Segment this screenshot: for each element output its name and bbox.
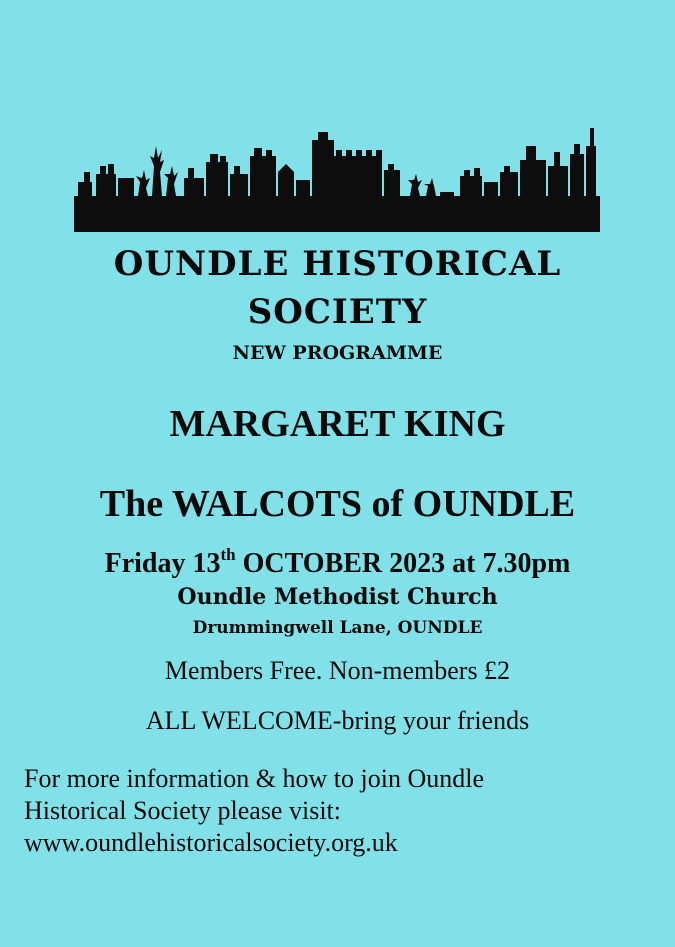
speaker-name: MARGARET KING <box>169 403 506 445</box>
society-name-line1: OUNDLE HISTORICAL <box>113 244 562 284</box>
info-line-2: Historical Society please visit: <box>24 796 341 825</box>
welcome-note: ALL WELCOME-bring your friends <box>145 706 530 735</box>
venue-address: Drummingwell Lane, OUNDLE <box>192 618 483 638</box>
event-date <box>0 545 675 580</box>
town-skyline-silhouette-icon <box>74 126 600 232</box>
admission-price: Members Free. Non-members £2 <box>164 656 511 685</box>
info-line-1: For more information & how to join Oundle <box>24 764 485 793</box>
programme-subtitle: NEW PROGRAMME <box>232 342 443 364</box>
talk-title: The WALCOTS of OUNDLE <box>99 483 576 525</box>
date-day: Friday 13 <box>104 548 221 579</box>
venue: Oundle Methodist Church <box>177 584 498 610</box>
society-name-line2: SOCIETY <box>247 292 428 332</box>
website-url: www.oundlehistoricalsociety.org.uk <box>24 828 398 857</box>
date-suffix: th <box>220 545 236 564</box>
date-rest: OCTOBER 2023 at 7.30pm <box>235 548 571 579</box>
